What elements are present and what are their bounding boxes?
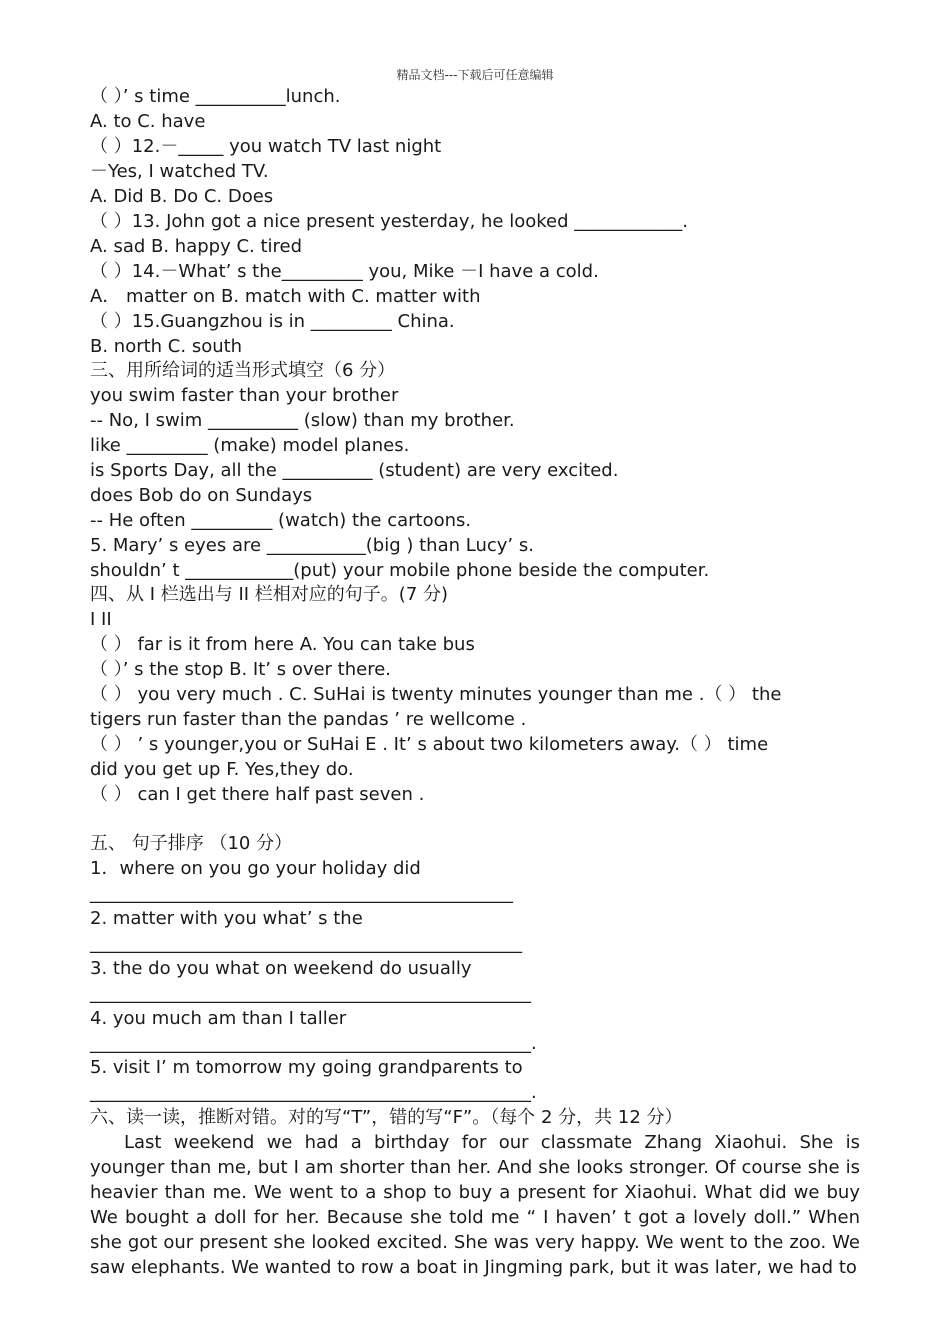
- text-line: -- He often _________ (watch) the cartoons.: [90, 510, 472, 531]
- section-heading: 四、从 I 栏选出与 II 栏相对应的句子。(7 分): [90, 584, 449, 605]
- text-line: A． matter on B. match with C. matter with: [90, 286, 481, 307]
- text-line: shouldn’ t ____________(put) your mobile phone beside the computer.: [90, 560, 710, 581]
- text-line: 4. you much am than I taller: [90, 1008, 347, 1029]
- text-line: （ ） can I get there half past seven .: [90, 784, 425, 805]
- text-line: （ ） you very much . C. SuHai is twenty minutes younger than me .（ ） the: [90, 684, 782, 705]
- text-line: B. north C. south: [90, 336, 243, 357]
- text-line: 3. the do you what on weekend do usually: [90, 958, 472, 979]
- page-header: 精品文档---下载后可任意编辑: [396, 68, 554, 82]
- section-heading: 六、读一读，推断对错。对的写“T”，错的写“F”。（每个 2 分，共 12 分）: [90, 1107, 683, 1128]
- text-line: A. sad B. happy C. tired: [90, 236, 303, 257]
- section-heading: 五、 句子排序 （10 分）: [90, 833, 293, 854]
- text-line: A. Did B. Do C. Does: [90, 186, 274, 207]
- text-line: 5. Mary’ s eyes are ___________(big ) than Lucy’ s.: [90, 535, 534, 556]
- text-line: （ ） far is it from here A. You can take bus: [90, 634, 475, 655]
- text-line: 5. visit I’ m tomorrow my going grandparents to: [90, 1057, 523, 1078]
- reading-passage: Last weekend we had a birthday for our classmate Zhang Xiaohui. She is younger than me, but I am shorter than her. And she looks stronger. Of course she is heavier than me. We went to a shop to buy a present for Xiaohui. What did we buy We bought a doll for her. Because she told me “ I haven’ t got a lovely doll.” When she got our present she looked excited. She was very happy. We went to the zoo. We saw elephants. We wanted to row a boat in Jingming park, but it was later, we had to: [90, 1132, 860, 1278]
- answer-line: ________________________________________________: [90, 933, 522, 954]
- text-line: （ ） ’ s younger,you or SuHai E . It’ s about two kilometers away.（ ） time: [90, 734, 769, 755]
- text-line: （ ）’ s time __________lunch.: [90, 86, 341, 107]
- text-line: －Yes, I watched TV.: [90, 161, 269, 182]
- text-line: -- No, I swim __________ (slow) than my brother.: [90, 410, 515, 431]
- text-line: A. to C. have: [90, 111, 206, 132]
- text-line: （ ）15.Guangzhou is in _________ China.: [90, 311, 455, 332]
- text-line: 2. matter with you what’ s the: [90, 908, 363, 929]
- text-line: does Bob do on Sundays: [90, 485, 313, 506]
- text-line: tigers run faster than the pandas ’ re wellcome .: [90, 709, 527, 730]
- text-line: you swim faster than your brother: [90, 385, 399, 406]
- text-line: （ ）12.－_____ you watch TV last night: [90, 136, 442, 157]
- text-line: （ ）13. John got a nice present yesterday, he looked ____________.: [90, 211, 688, 232]
- text-line: 1．where on you go your holiday did: [90, 858, 421, 879]
- text-line: like _________ (make) model planes.: [90, 435, 410, 456]
- answer-line: _________________________________________________.: [90, 1033, 537, 1054]
- answer-line: _________________________________________________.: [90, 1082, 537, 1103]
- answer-line: _______________________________________________: [90, 883, 513, 904]
- text-line: did you get up F. Yes,they do.: [90, 759, 354, 780]
- section-heading: 三、用所给词的适当形式填空（6 分）: [90, 360, 396, 381]
- text-line: （ ）’ s the stop B. It’ s over there.: [90, 659, 392, 680]
- text-line: is Sports Day, all the __________ (student) are very excited.: [90, 460, 619, 481]
- text-line: I II: [90, 609, 112, 630]
- answer-line: _________________________________________________: [90, 983, 531, 1004]
- text-line: （ ）14.－What’ s the_________ you, Mike －I have a cold.: [90, 261, 599, 282]
